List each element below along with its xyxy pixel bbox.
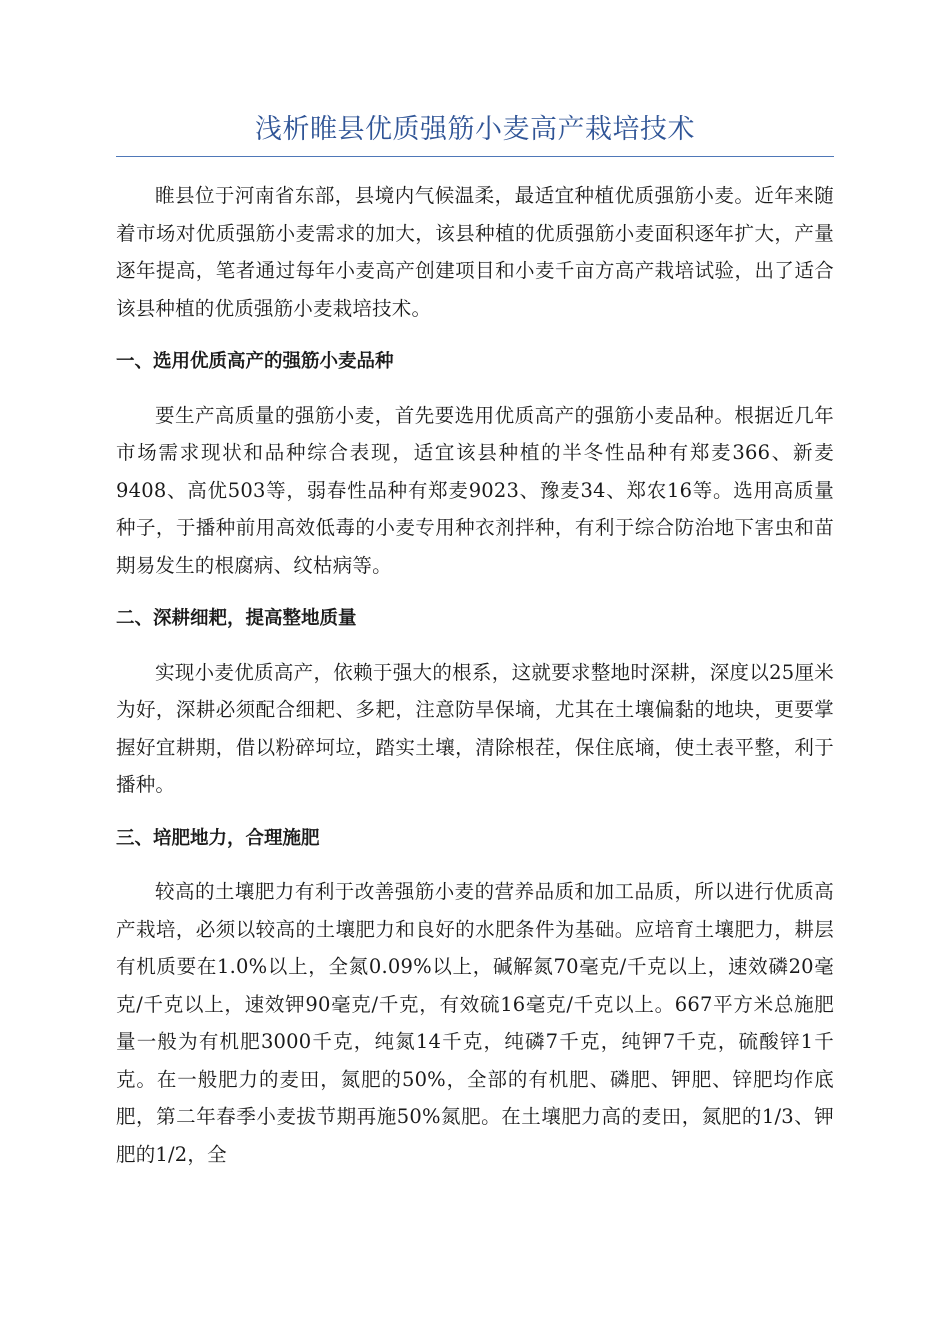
document-page [116,108,834,1173]
section-body-2: 实现小麦优质高产，依赖于强大的根系，这就要求整地时深耕，深度以25厘米为好，深耕必须配合细耙、多耙，注意防旱保墒，尤其在土壤偏黏的地块，更要掌握好宜耕期，借以粉碎坷垃，踏实土壤，清除根茬，保住底墒，使土表平整，利于播种。 [116,660,834,796]
section-body-3: 较高的土壤肥力有利于改善强筋小麦的营养品质和加工品质，所以进行优质高产栽培，必须以较高的土壤肥力和良好的水肥条件为基础。应培育土壤肥力，耕层有机质要在1.0%以上，全氮0.09%以上，碱解氮70毫克/千克以上，速效磷20毫克/千克以上，速效钾90毫克/千克，有效硫16毫克/千克以上。667平方米总施肥量一般为有机肥3000千克，纯氮14千克，纯磷7千克，纯钾7千克，硫酸锌1千克。在一般肥力的麦田，氮肥的50%，全部的有机肥、磷肥、钾肥、锌肥均作底肥，第二年春季小麦拔节期再施50%氮肥。在土壤肥力高的麦田，氮肥的1/3、钾肥的1/2，全 [116,880,834,1166]
section-heading-1: 一、选用优质高产的强筋小麦品种 [116,351,394,372]
section-heading-3: 三、培肥地力，合理施肥 [116,827,320,849]
section-body-1: 要生产高质量的强筋小麦，首先要选用优质高产的强筋小麦品种。根据近几年市场需求现状和品种综合表现，适宜该县种植的半冬性品种有郑麦366、新麦9408、高优503等，弱春性品种有郑麦9023、豫麦34、郑农16等。选用高质量种子，于播种前用高效低毒的小麦专用种衣剂拌种，有利于综合防治地下害虫和苗期易发生的根腐病、纹枯病等。 [116,403,834,577]
document-title: 浅析睢县优质强筋小麦高产栽培技术 [116,108,834,157]
section-heading-2: 二、深耕细耙，提高整地质量 [116,608,357,629]
intro-paragraph: 睢县位于河南省东部，县境内气候温柔，最适宜种植优质强筋小麦。近年来随着市场对优质强筋小麦需求的加大，该县种植的优质强筋小麦面积逐年扩大，产量逐年提高，笔者通过每年小麦高产创建项目和小麦千亩方高产栽培试验，出了适合该县种植的优质强筋小麦栽培技术。 [116,184,834,320]
